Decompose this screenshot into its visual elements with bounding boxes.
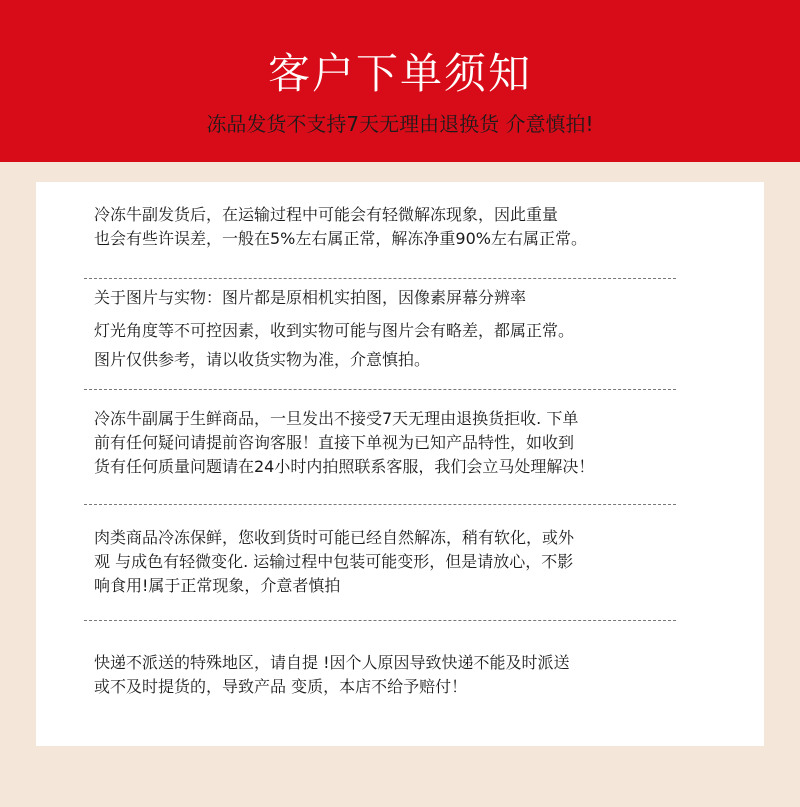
- divider: [84, 389, 676, 390]
- notice-line: 图片仅供参考，请以收货实物为准，介意慎拍。: [94, 350, 431, 369]
- notice-line: 灯光角度等不可控因素，收到实物可能与图片会有略差，都属正常。: [94, 321, 575, 340]
- page-title: 客户下单须知: [267, 49, 532, 98]
- notice-line: 或不及时提货的，导致产品 变质，本店不给予赔付！: [94, 677, 468, 696]
- divider: [84, 620, 676, 621]
- notice-line: 冷冻牛副属于生鲜商品，一旦发出不接受7天无理由退换货拒收. 下单: [94, 409, 579, 428]
- notice-weight: [94, 203, 674, 251]
- notice-line: 快递不派送的特殊地区，请自提 !因个人原因导致快递不能及时派送: [94, 653, 570, 672]
- notice-line: 冷冻牛副发货后，在运输过程中可能会有轻微解冻现象，因此重量: [94, 205, 559, 224]
- notice-delivery: [94, 651, 674, 699]
- divider: [84, 504, 676, 505]
- notice-line: 观 与成色有轻微变化. 运输过程中包装可能变形，但是请放心，不影: [94, 552, 574, 571]
- notice-returns: [94, 407, 674, 479]
- notice-line: 也会有些许误差，一般在5%左右属正常，解冻净重90%左右属正常。: [94, 229, 587, 248]
- page-subtitle: 冻品发货不支持7天无理由退换货 介意慎拍!: [206, 112, 594, 136]
- notice-photos: [94, 286, 674, 372]
- notice-line: 前有任何疑问请提前咨询客服！直接下单视为已知产品特性，如收到: [94, 433, 575, 452]
- notice-line: 货有任何质量问题请在24小时内拍照联系客服，我们会立马处理解决！: [94, 457, 595, 476]
- notice-line: 肉类商品冷冻保鲜，您收到货时可能已经自然解冻，稍有软化，或外: [94, 528, 575, 547]
- divider: [84, 278, 676, 279]
- notice-line: 响食用!属于正常现象，介意者慎拍: [94, 576, 341, 595]
- notice-thawing: [94, 526, 674, 598]
- notice-line: 关于图片与实物：图片都是原相机实拍图，因像素屏幕分辨率: [94, 288, 527, 307]
- header-banner: [0, 0, 800, 162]
